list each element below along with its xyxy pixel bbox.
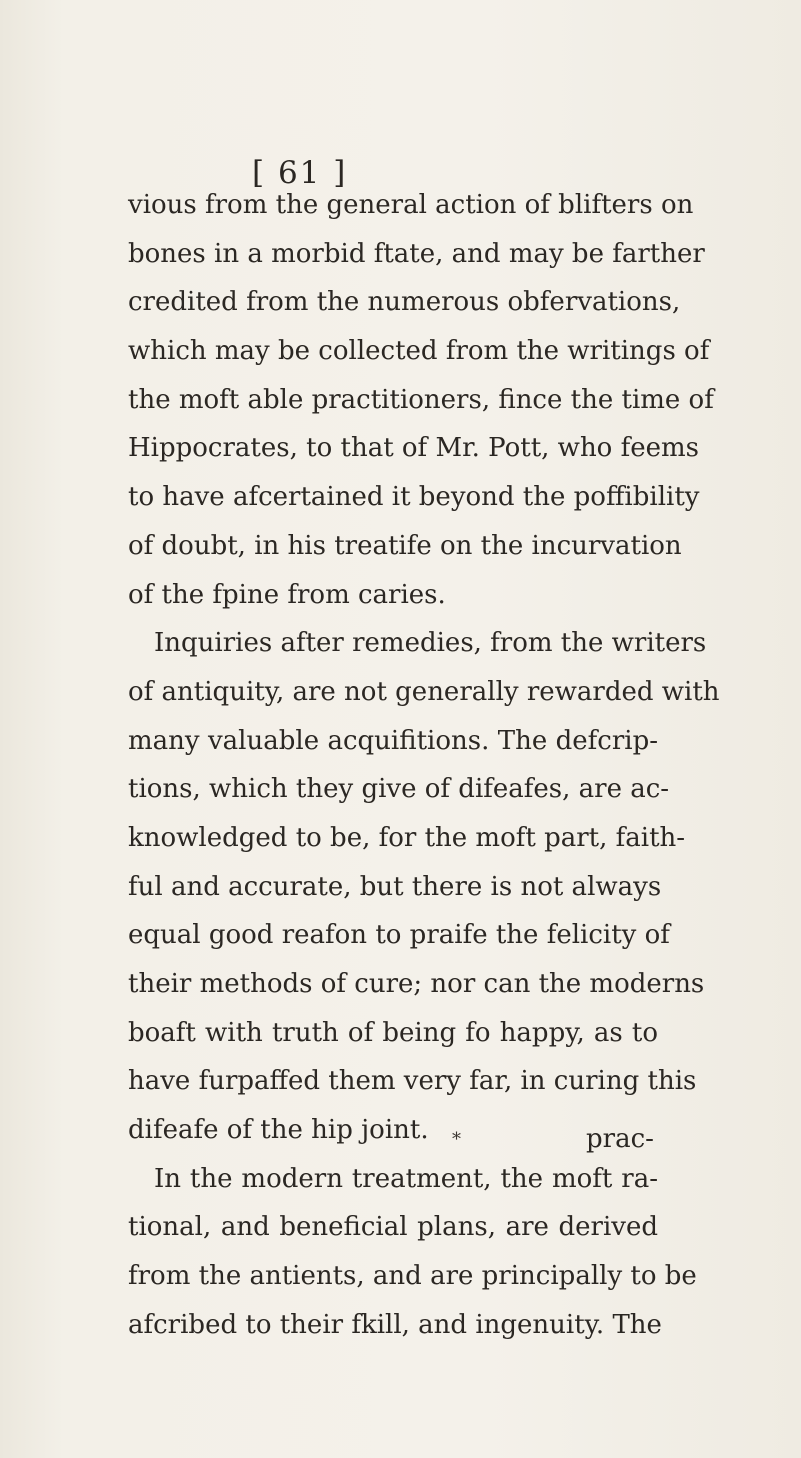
text-line: knowledged to be, for the moft part, faith- [128, 822, 686, 853]
text-line: afcribed to their fkill, and ingenuity. The [128, 1309, 662, 1340]
text-line: many valuable acquifitions. The defcrip- [128, 725, 658, 756]
text-line: equal good reafon to praife the felicity of [128, 920, 670, 951]
text-line: tional, and beneficial plans, are derived [128, 1212, 658, 1243]
page-header: [ 61 ] [252, 155, 348, 191]
text-line: of the fpine from caries. [128, 579, 446, 610]
text-line: tions, which they give of difeafes, are ac- [128, 774, 670, 805]
text-line: bones in a morbid ftate, and may be farther [128, 238, 705, 269]
text-line: Inquiries after remedies, from the writers [154, 628, 707, 659]
text-line: difeafe of the hip joint. [128, 1115, 429, 1146]
text-line: In the modern treatment, the moft ra- [154, 1163, 658, 1194]
text-line: their methods of cure; nor can the moderns [128, 969, 705, 999]
text-line: to have afcertained it beyond the poffibility [128, 482, 700, 513]
body-text [128, 181, 720, 1350]
text-line: from the antients, and are principally to be [128, 1261, 697, 1292]
text-line: of doubt, in his treatife on the incurvation [128, 530, 682, 561]
text-line: vious from the general action of blifters on [128, 190, 694, 220]
catchword: prac- [586, 1124, 654, 1154]
signature-mark: * [452, 1129, 461, 1150]
text-line: of antiquity, are not generally rewarded with [128, 676, 720, 707]
text-line: which may be collected from the writings of [128, 336, 710, 367]
text-line: Hippocrates, to that of Mr. Pott, who feems [128, 433, 699, 464]
text-line: boaft with truth of being fo happy, as to [128, 1017, 658, 1048]
text-line: have furpaffed them very far, in curing this [128, 1066, 697, 1097]
text-line: credited from the numerous obfervations, [128, 287, 681, 318]
text-line: ful and accurate, but there is not always [128, 871, 662, 902]
text-line: the moft able practitioners, fince the time of [128, 384, 714, 415]
